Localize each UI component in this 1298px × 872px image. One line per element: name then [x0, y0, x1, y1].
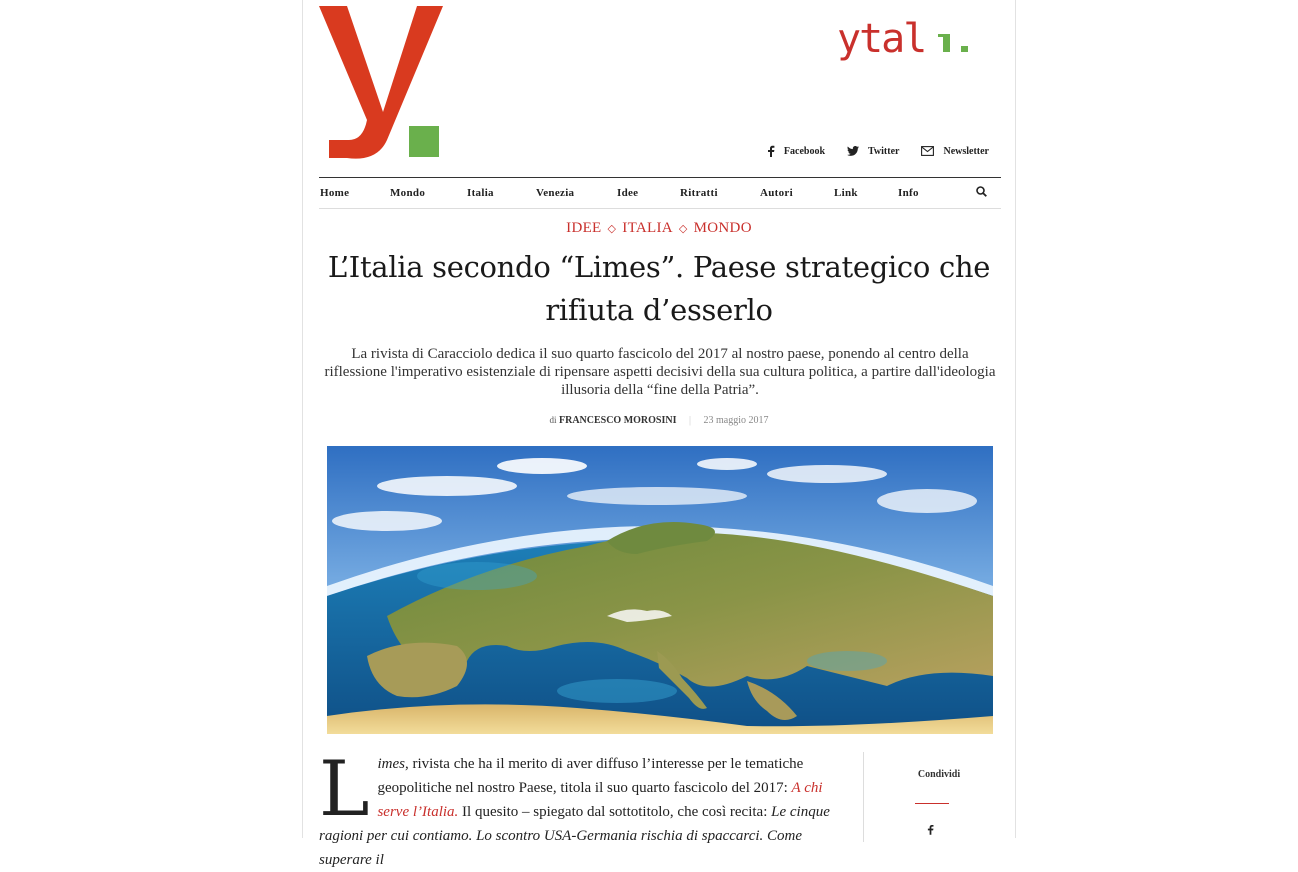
share-divider: [915, 803, 949, 804]
author-link[interactable]: FRANCESCO MOROSINI: [558, 415, 677, 426]
nav-item-idee[interactable]: Idee: [617, 187, 639, 199]
nav-item-autori[interactable]: Autori: [760, 187, 793, 199]
search-icon: [976, 186, 987, 197]
nav-item-mondo[interactable]: Mondo: [390, 187, 426, 199]
nav-item-home[interactable]: Home: [320, 187, 350, 199]
facebook-icon: [767, 145, 775, 157]
byline-prefix: di: [549, 415, 557, 425]
twitter-label: Twitter: [868, 145, 900, 157]
facebook-label: Facebook: [783, 145, 825, 157]
envelope-icon: [921, 146, 934, 156]
article-title: L’Italia secondo “Limes”. Paese strategico che rifiuta d’esserlo: [327, 250, 991, 327]
search-button[interactable]: [976, 186, 987, 200]
social-links: [767, 145, 989, 157]
svg-text:ytal: ytal: [837, 16, 926, 62]
body-italic-quote: Le cinque ragioni per cui contiamo. Lo scontro USA-Germania rischia di spaccarci. Come superare il: [319, 804, 830, 868]
share-label: Condividi: [917, 769, 961, 780]
site-logo-wordmark[interactable]: [835, 12, 985, 64]
article-categories: [303, 220, 1015, 237]
share-facebook-button[interactable]: [927, 822, 934, 840]
byline-divider: |: [689, 415, 692, 426]
byline: [303, 415, 1015, 426]
article-subtitle: La rivista di Caracciolo dedica il suo quarto fascicolo del 2017 al nostro paese, ponendo al centro della riflessione l'imperativo esistenziale di ripensare aspetti decisivi della sua cultura politica, a partire dall'ideologia illusoria della “fine della Patria”.: [324, 346, 996, 398]
body-link[interactable]: A chi serve l’Italia.: [377, 780, 823, 820]
separator-diamond-icon: ◇: [678, 223, 688, 235]
twitter-icon: [847, 146, 859, 156]
body-text-1: , rivista che ha il merito di aver diffuso l’interesse per le tematiche geopolitiche nel nostro Paese, titola il suo quarto fascicolo del 2017:: [377, 756, 804, 796]
category-mondo[interactable]: MONDO: [693, 220, 752, 236]
nav-item-info[interactable]: Info: [898, 187, 919, 199]
body-text-2: Il quesito – spiegato dal sottotitolo, che così recita:: [458, 804, 772, 820]
nav-item-venezia[interactable]: Venezia: [536, 187, 575, 199]
newsletter-label: Newsletter: [943, 145, 989, 157]
facebook-link[interactable]: [767, 145, 825, 157]
article-body: [319, 744, 849, 872]
site-logo-y[interactable]: [317, 2, 443, 160]
newsletter-link[interactable]: [921, 145, 989, 157]
nav-item-link[interactable]: Link: [834, 187, 858, 199]
hero-image: [327, 446, 993, 734]
twitter-link[interactable]: [847, 145, 899, 157]
facebook-icon: [927, 824, 934, 835]
share-sidebar: [863, 752, 1014, 842]
category-idee[interactable]: IDEE: [566, 220, 602, 236]
main-nav: [319, 177, 1001, 209]
nav-item-italia[interactable]: Italia: [467, 187, 494, 199]
publish-date: 23 maggio 2017: [703, 415, 769, 426]
page: [302, 0, 1016, 868]
body-first-word: imes: [377, 756, 405, 772]
separator-diamond-icon: ◇: [607, 223, 617, 235]
category-italia[interactable]: ITALIA: [622, 220, 673, 236]
drop-cap: L: [319, 744, 370, 833]
nav-item-ritratti[interactable]: Ritratti: [680, 187, 718, 199]
